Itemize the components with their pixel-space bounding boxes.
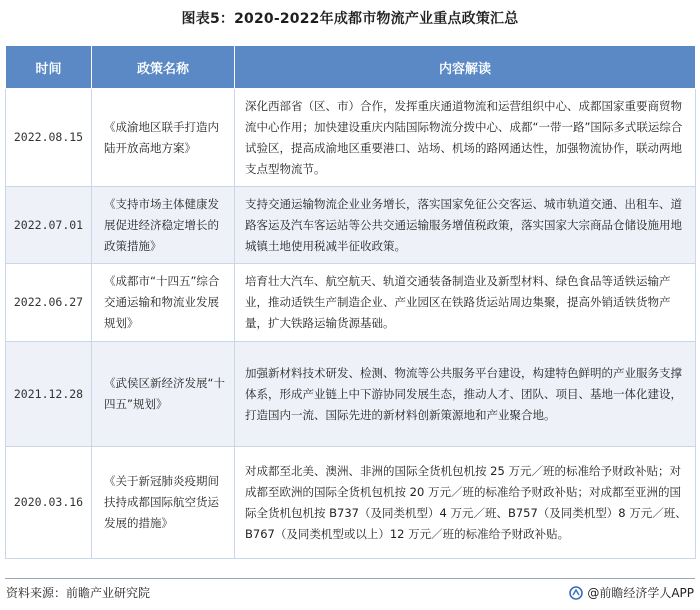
row-policy-name: 《成渝地区联手打造内陆开放高地方案》 [92, 89, 235, 187]
row-policy-name: 《成都市“十四五”综合交通运输和物流业发展规划》 [92, 264, 235, 342]
table-row [6, 187, 696, 264]
policy-table [5, 45, 696, 559]
header-time: 时间 [6, 46, 92, 89]
row-content: 加强新材料技术研发、检测、物流等公共服务平台建设，构建特色鲜明的产业服务支撑体系，形成产业链上中下游协同发展生态，推动人才、团队、项目、基地一体化建设，打造国内一流、国际先进的新材料创新策源地和产业聚合地。 [235, 342, 696, 447]
header-policy-name: 政策名称 [92, 46, 235, 89]
row-content: 培育壮大汽车、航空航天、轨道交通装备制造业及新型材料、绿色食品等适铁运输产业，推动适铁生产制造企业、产业园区在铁路货运站周边集聚，提高外销适铁货物产量，扩大铁路运输货源基础。 [235, 264, 696, 342]
row-date: 2022.06.27 [6, 264, 92, 342]
header-content: 内容解读 [235, 46, 696, 89]
table-row [6, 447, 696, 559]
source-note: 资料来源：前瞻产业研究院 [6, 586, 151, 600]
row-policy-name: 《支持市场主体健康发展促进经济稳定增长的政策措施》 [92, 187, 235, 264]
page-title: 图表5：2020-2022年成都市物流产业重点政策汇总 [181, 11, 519, 27]
row-policy-name: 《武侯区新经济发展“十四五”规划》 [92, 342, 235, 447]
footer-divider [5, 578, 695, 579]
row-date: 2022.07.01 [6, 187, 92, 264]
table-row [6, 89, 696, 187]
brand-logo-icon [569, 586, 583, 600]
table-row [6, 342, 696, 447]
row-content: 对成都至北美、澳洲、非洲的国际全货机包机按 25 万元／班的标准给予财政补贴；对成都至欧洲的国际全货机包机按 20 万元／班的标准给予财政补贴；对成都至亚洲的国际全货机包机按 B737（及同类机型）4 万元／班、B757（及同类机型）8 万元／班、B767（及同类机型或以上）12 万元／班的标准给予财政补贴。 [235, 447, 696, 559]
brand-text: @前瞻经济学人APP [587, 586, 694, 600]
row-date: 2021.12.28 [6, 342, 92, 447]
row-content: 深化西部省（区、市）合作，发挥重庆通道物流和运营组织中心、成都国家重要商贸物流中心作用；加快建设重庆内陆国际物流分拨中心、成都“一带一路”国际多式联运综合试验区，提高成渝地区重要港口、站场、机场的路网通达性，加强物流协作，联动两地支点型物流节。 [235, 89, 696, 187]
row-date: 2020.03.16 [6, 447, 92, 559]
table-row [6, 264, 696, 342]
row-date: 2022.08.15 [6, 89, 92, 187]
table-header-row [6, 46, 696, 89]
row-content: 支持交通运输物流企业业务增长，落实国家免征公交客运、城市轨道交通、出租车、道路客运及汽车客运站等公共交通运输服务增值税政策，落实国家大宗商品仓储设施用地城镇土地使用税减半征收政策。 [235, 187, 696, 264]
brand-credit [569, 584, 694, 601]
row-policy-name: 《关于新冠肺炎疫期间扶持成都国际航空货运发展的措施》 [92, 447, 235, 559]
